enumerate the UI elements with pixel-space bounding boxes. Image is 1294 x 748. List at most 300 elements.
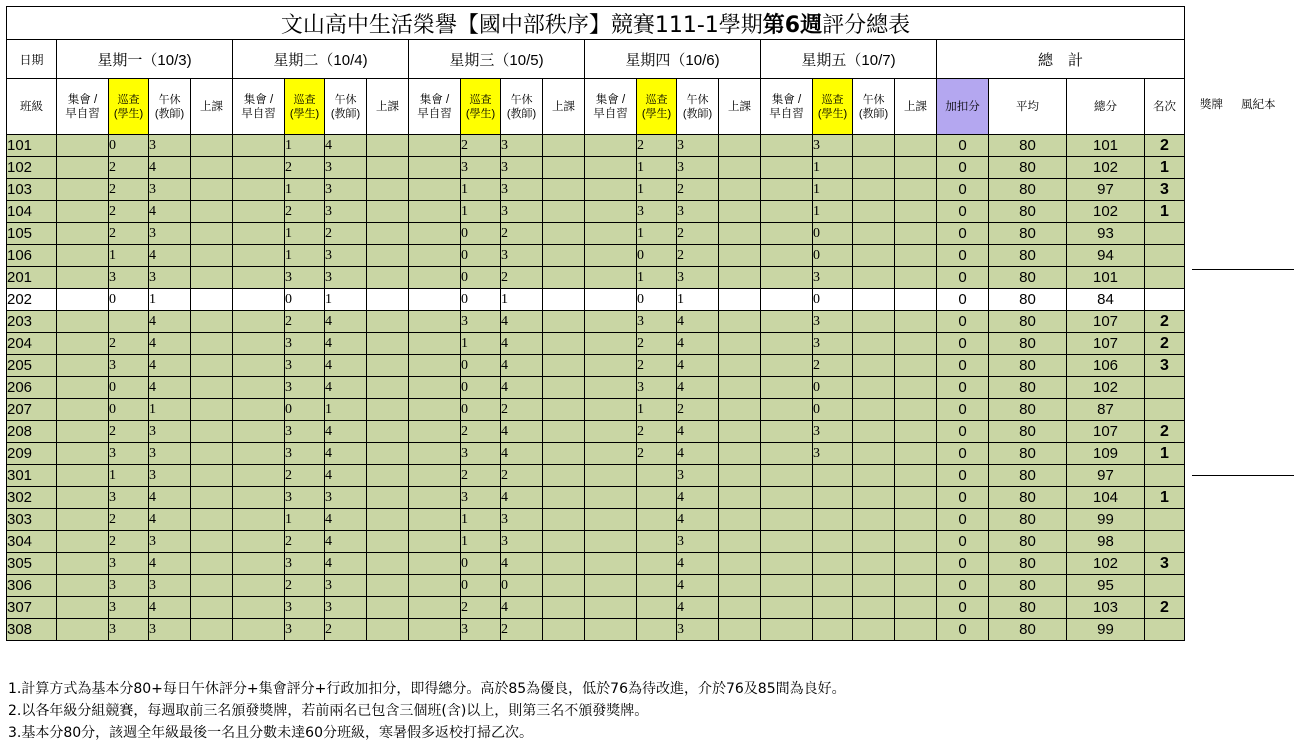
total-cell[interactable]: 107 (1067, 311, 1145, 333)
score-cell[interactable] (895, 157, 937, 179)
score-cell[interactable] (543, 135, 585, 157)
total-cell[interactable]: 104 (1067, 487, 1145, 509)
score-cell[interactable]: 3 (149, 465, 191, 487)
score-cell[interactable]: 1 (813, 179, 853, 201)
score-cell[interactable]: 0 (813, 245, 853, 267)
monitor-header[interactable]: 風紀本 (1241, 99, 1276, 111)
score-cell[interactable] (585, 553, 637, 575)
score-cell[interactable]: 4 (325, 531, 367, 553)
score-cell[interactable] (895, 245, 937, 267)
score-cell[interactable] (637, 597, 677, 619)
score-cell[interactable]: 3 (149, 443, 191, 465)
bonus-cell[interactable]: 0 (937, 135, 989, 157)
score-cell[interactable]: 4 (149, 311, 191, 333)
score-cell[interactable] (585, 267, 637, 289)
score-cell[interactable]: 3 (149, 619, 191, 641)
score-cell[interactable] (761, 619, 813, 641)
average-cell[interactable]: 80 (989, 421, 1067, 443)
class-cell[interactable]: 102 (7, 157, 57, 179)
score-cell[interactable] (543, 267, 585, 289)
score-cell[interactable] (233, 531, 285, 553)
rank-cell[interactable]: 1 (1145, 443, 1185, 465)
score-cell[interactable] (719, 531, 761, 553)
score-cell[interactable] (191, 311, 233, 333)
class-cell[interactable]: 304 (7, 531, 57, 553)
score-cell[interactable]: 4 (149, 355, 191, 377)
score-cell[interactable] (585, 465, 637, 487)
total-cell[interactable]: 95 (1067, 575, 1145, 597)
score-cell[interactable] (367, 179, 409, 201)
score-cell[interactable]: 3 (109, 619, 149, 641)
score-cell[interactable] (719, 465, 761, 487)
score-cell[interactable] (57, 531, 109, 553)
sub-noon-mon[interactable] (149, 79, 191, 135)
score-cell[interactable] (409, 553, 461, 575)
sub-patrol-tue[interactable] (285, 79, 325, 135)
score-cell[interactable]: 3 (149, 267, 191, 289)
score-cell[interactable] (719, 157, 761, 179)
score-cell[interactable] (367, 201, 409, 223)
score-cell[interactable] (191, 223, 233, 245)
score-cell[interactable] (895, 377, 937, 399)
score-cell[interactable] (853, 157, 895, 179)
score-cell[interactable] (543, 531, 585, 553)
average-cell[interactable]: 80 (989, 465, 1067, 487)
score-cell[interactable]: 4 (677, 443, 719, 465)
score-cell[interactable]: 4 (325, 311, 367, 333)
score-cell[interactable]: 4 (677, 509, 719, 531)
score-cell[interactable] (367, 619, 409, 641)
score-cell[interactable] (761, 333, 813, 355)
sub-class-fri[interactable]: 上課 (895, 79, 937, 135)
score-cell[interactable] (409, 135, 461, 157)
score-cell[interactable] (719, 377, 761, 399)
score-cell[interactable]: 3 (109, 487, 149, 509)
score-cell[interactable] (191, 201, 233, 223)
score-cell[interactable]: 3 (813, 333, 853, 355)
score-cell[interactable]: 4 (325, 333, 367, 355)
score-cell[interactable] (719, 223, 761, 245)
score-cell[interactable] (761, 597, 813, 619)
score-cell[interactable] (409, 179, 461, 201)
score-cell[interactable] (191, 509, 233, 531)
score-cell[interactable]: 4 (677, 597, 719, 619)
score-cell[interactable]: 4 (501, 487, 543, 509)
score-cell[interactable]: 2 (109, 157, 149, 179)
score-cell[interactable] (813, 597, 853, 619)
score-cell[interactable] (585, 179, 637, 201)
score-cell[interactable] (853, 443, 895, 465)
score-cell[interactable] (233, 377, 285, 399)
score-cell[interactable]: 4 (149, 487, 191, 509)
score-cell[interactable]: 0 (461, 245, 501, 267)
score-cell[interactable] (761, 135, 813, 157)
score-cell[interactable]: 3 (109, 553, 149, 575)
score-cell[interactable]: 2 (461, 135, 501, 157)
score-cell[interactable] (853, 201, 895, 223)
score-cell[interactable]: 4 (149, 377, 191, 399)
score-cell[interactable]: 3 (149, 179, 191, 201)
score-cell[interactable]: 3 (109, 597, 149, 619)
score-cell[interactable] (191, 553, 233, 575)
score-cell[interactable]: 3 (325, 245, 367, 267)
score-cell[interactable]: 4 (677, 333, 719, 355)
average-cell[interactable]: 80 (989, 377, 1067, 399)
score-cell[interactable]: 0 (461, 553, 501, 575)
bonus-cell[interactable]: 0 (937, 399, 989, 421)
score-cell[interactable] (543, 553, 585, 575)
score-cell[interactable] (853, 421, 895, 443)
average-cell[interactable]: 80 (989, 399, 1067, 421)
score-cell[interactable]: 3 (325, 267, 367, 289)
score-cell[interactable]: 3 (501, 135, 543, 157)
score-cell[interactable]: 2 (637, 135, 677, 157)
score-cell[interactable] (57, 619, 109, 641)
score-cell[interactable] (853, 597, 895, 619)
score-cell[interactable] (853, 333, 895, 355)
score-cell[interactable]: 4 (149, 157, 191, 179)
score-cell[interactable] (57, 487, 109, 509)
total-cell[interactable]: 97 (1067, 179, 1145, 201)
score-cell[interactable]: 3 (637, 311, 677, 333)
score-cell[interactable] (895, 223, 937, 245)
score-cell[interactable]: 2 (501, 267, 543, 289)
sub-class-thu[interactable]: 上課 (719, 79, 761, 135)
score-cell[interactable] (895, 179, 937, 201)
score-cell[interactable]: 2 (109, 421, 149, 443)
score-cell[interactable]: 1 (461, 509, 501, 531)
score-cell[interactable] (895, 421, 937, 443)
average-cell[interactable]: 80 (989, 509, 1067, 531)
score-cell[interactable] (853, 465, 895, 487)
score-cell[interactable]: 4 (325, 421, 367, 443)
score-cell[interactable] (637, 487, 677, 509)
total-cell[interactable]: 98 (1067, 531, 1145, 553)
total-cell[interactable]: 101 (1067, 267, 1145, 289)
score-cell[interactable] (367, 355, 409, 377)
score-cell[interactable]: 3 (677, 135, 719, 157)
score-cell[interactable]: 3 (813, 267, 853, 289)
score-cell[interactable] (637, 509, 677, 531)
score-cell[interactable]: 4 (325, 135, 367, 157)
score-cell[interactable] (719, 597, 761, 619)
score-cell[interactable] (409, 377, 461, 399)
bonus-header[interactable]: 加扣分 (937, 79, 989, 135)
score-cell[interactable] (233, 311, 285, 333)
score-cell[interactable]: 4 (677, 421, 719, 443)
score-cell[interactable] (853, 355, 895, 377)
score-cell[interactable]: 3 (109, 267, 149, 289)
score-cell[interactable]: 2 (109, 333, 149, 355)
score-cell[interactable] (233, 245, 285, 267)
score-cell[interactable]: 1 (285, 179, 325, 201)
score-cell[interactable] (719, 135, 761, 157)
score-cell[interactable] (233, 597, 285, 619)
sub-patrol-wed[interactable] (461, 79, 501, 135)
total-cell[interactable]: 99 (1067, 509, 1145, 531)
average-cell[interactable]: 80 (989, 289, 1067, 311)
total-cell[interactable]: 102 (1067, 201, 1145, 223)
score-cell[interactable]: 4 (149, 597, 191, 619)
score-cell[interactable] (761, 245, 813, 267)
score-cell[interactable]: 4 (677, 377, 719, 399)
score-cell[interactable] (543, 289, 585, 311)
score-cell[interactable] (895, 465, 937, 487)
score-cell[interactable] (57, 421, 109, 443)
score-cell[interactable]: 2 (109, 509, 149, 531)
score-cell[interactable]: 4 (501, 311, 543, 333)
score-cell[interactable]: 4 (325, 443, 367, 465)
score-cell[interactable] (585, 509, 637, 531)
score-cell[interactable]: 2 (109, 179, 149, 201)
score-cell[interactable] (761, 311, 813, 333)
score-cell[interactable] (895, 311, 937, 333)
score-cell[interactable]: 1 (461, 531, 501, 553)
bonus-cell[interactable]: 0 (937, 245, 989, 267)
rank-cell[interactable] (1145, 575, 1185, 597)
score-cell[interactable]: 1 (285, 509, 325, 531)
score-cell[interactable] (191, 487, 233, 509)
score-cell[interactable]: 3 (285, 553, 325, 575)
class-cell[interactable]: 306 (7, 575, 57, 597)
rank-header[interactable]: 名次 (1145, 79, 1185, 135)
score-cell[interactable] (761, 267, 813, 289)
total-cell[interactable]: 101 (1067, 135, 1145, 157)
score-cell[interactable] (853, 553, 895, 575)
score-cell[interactable]: 4 (677, 575, 719, 597)
score-cell[interactable]: 4 (149, 509, 191, 531)
score-cell[interactable] (367, 223, 409, 245)
score-cell[interactable]: 4 (325, 553, 367, 575)
score-cell[interactable] (367, 399, 409, 421)
score-cell[interactable]: 1 (285, 245, 325, 267)
score-cell[interactable]: 3 (677, 465, 719, 487)
score-cell[interactable]: 4 (501, 355, 543, 377)
score-cell[interactable] (585, 421, 637, 443)
score-cell[interactable] (233, 509, 285, 531)
score-cell[interactable]: 2 (461, 465, 501, 487)
class-cell[interactable]: 105 (7, 223, 57, 245)
score-cell[interactable] (543, 377, 585, 399)
score-cell[interactable] (719, 487, 761, 509)
score-cell[interactable] (585, 245, 637, 267)
score-cell[interactable]: 0 (461, 399, 501, 421)
score-cell[interactable]: 2 (325, 619, 367, 641)
bonus-cell[interactable]: 0 (937, 443, 989, 465)
score-cell[interactable]: 3 (325, 487, 367, 509)
bonus-cell[interactable]: 0 (937, 619, 989, 641)
score-cell[interactable] (409, 311, 461, 333)
score-cell[interactable] (853, 531, 895, 553)
total-cell[interactable]: 102 (1067, 157, 1145, 179)
sub-class-wed[interactable]: 上課 (543, 79, 585, 135)
score-cell[interactable]: 2 (109, 223, 149, 245)
bonus-cell[interactable]: 0 (937, 421, 989, 443)
score-cell[interactable] (853, 399, 895, 421)
score-cell[interactable]: 4 (325, 465, 367, 487)
score-cell[interactable] (191, 245, 233, 267)
score-cell[interactable]: 3 (813, 311, 853, 333)
score-cell[interactable]: 2 (677, 245, 719, 267)
average-cell[interactable]: 80 (989, 487, 1067, 509)
rank-cell[interactable]: 1 (1145, 201, 1185, 223)
class-cell[interactable]: 209 (7, 443, 57, 465)
class-cell[interactable]: 308 (7, 619, 57, 641)
score-cell[interactable] (585, 399, 637, 421)
score-cell[interactable] (853, 311, 895, 333)
rank-cell[interactable] (1145, 531, 1185, 553)
sub-assembly-thu[interactable] (585, 79, 637, 135)
score-cell[interactable] (585, 377, 637, 399)
score-cell[interactable] (191, 289, 233, 311)
score-cell[interactable] (57, 245, 109, 267)
score-cell[interactable] (409, 509, 461, 531)
score-cell[interactable]: 0 (109, 289, 149, 311)
rank-cell[interactable] (1145, 289, 1185, 311)
score-cell[interactable] (409, 157, 461, 179)
score-cell[interactable]: 4 (325, 509, 367, 531)
sub-assembly-tue[interactable] (233, 79, 285, 135)
rank-cell[interactable]: 2 (1145, 311, 1185, 333)
class-cell[interactable]: 208 (7, 421, 57, 443)
score-cell[interactable]: 3 (285, 597, 325, 619)
score-cell[interactable] (367, 597, 409, 619)
rank-cell[interactable]: 2 (1145, 333, 1185, 355)
score-cell[interactable] (233, 223, 285, 245)
score-cell[interactable]: 3 (149, 135, 191, 157)
score-cell[interactable]: 4 (149, 333, 191, 355)
score-cell[interactable]: 0 (109, 135, 149, 157)
score-cell[interactable] (637, 465, 677, 487)
score-cell[interactable]: 4 (149, 553, 191, 575)
score-cell[interactable]: 2 (285, 575, 325, 597)
score-cell[interactable] (409, 333, 461, 355)
score-cell[interactable]: 4 (501, 553, 543, 575)
bonus-cell[interactable]: 0 (937, 509, 989, 531)
score-cell[interactable] (57, 135, 109, 157)
score-cell[interactable] (409, 355, 461, 377)
average-cell[interactable]: 80 (989, 201, 1067, 223)
score-cell[interactable] (585, 597, 637, 619)
score-cell[interactable]: 1 (149, 399, 191, 421)
score-cell[interactable] (853, 289, 895, 311)
score-cell[interactable] (57, 509, 109, 531)
score-cell[interactable]: 3 (149, 223, 191, 245)
sub-patrol-thu[interactable] (637, 79, 677, 135)
class-cell[interactable]: 205 (7, 355, 57, 377)
score-cell[interactable] (233, 355, 285, 377)
score-cell[interactable] (57, 333, 109, 355)
score-cell[interactable] (367, 553, 409, 575)
bonus-cell[interactable]: 0 (937, 157, 989, 179)
score-cell[interactable] (233, 487, 285, 509)
score-cell[interactable] (191, 377, 233, 399)
score-cell[interactable] (543, 465, 585, 487)
score-cell[interactable] (853, 135, 895, 157)
score-cell[interactable]: 1 (813, 157, 853, 179)
score-cell[interactable]: 0 (285, 289, 325, 311)
score-cell[interactable] (367, 465, 409, 487)
day-header-tue[interactable]: 星期二（10/4) (233, 40, 409, 79)
score-cell[interactable] (367, 509, 409, 531)
score-cell[interactable]: 0 (285, 399, 325, 421)
score-cell[interactable]: 1 (637, 267, 677, 289)
score-cell[interactable]: 0 (637, 245, 677, 267)
score-cell[interactable] (233, 135, 285, 157)
score-cell[interactable] (233, 333, 285, 355)
score-cell[interactable] (895, 267, 937, 289)
score-cell[interactable] (367, 333, 409, 355)
average-cell[interactable]: 80 (989, 223, 1067, 245)
score-cell[interactable]: 0 (501, 575, 543, 597)
score-cell[interactable] (191, 443, 233, 465)
class-cell[interactable]: 106 (7, 245, 57, 267)
class-cell[interactable]: 103 (7, 179, 57, 201)
score-cell[interactable]: 2 (677, 223, 719, 245)
average-cell[interactable]: 80 (989, 553, 1067, 575)
sub-assembly-fri[interactable] (761, 79, 813, 135)
score-cell[interactable] (367, 289, 409, 311)
average-cell[interactable]: 80 (989, 355, 1067, 377)
score-cell[interactable] (409, 443, 461, 465)
bonus-cell[interactable]: 0 (937, 377, 989, 399)
score-cell[interactable] (543, 355, 585, 377)
bonus-cell[interactable]: 0 (937, 179, 989, 201)
score-cell[interactable] (813, 509, 853, 531)
score-cell[interactable] (57, 575, 109, 597)
score-cell[interactable] (719, 333, 761, 355)
score-cell[interactable] (585, 201, 637, 223)
score-cell[interactable] (191, 179, 233, 201)
score-cell[interactable]: 0 (461, 575, 501, 597)
score-cell[interactable]: 3 (325, 157, 367, 179)
score-cell[interactable]: 4 (149, 201, 191, 223)
score-cell[interactable] (895, 355, 937, 377)
score-cell[interactable] (191, 575, 233, 597)
score-cell[interactable] (761, 531, 813, 553)
score-cell[interactable]: 4 (501, 333, 543, 355)
score-cell[interactable] (895, 135, 937, 157)
score-cell[interactable] (761, 201, 813, 223)
score-cell[interactable]: 1 (325, 289, 367, 311)
score-cell[interactable] (719, 575, 761, 597)
average-cell[interactable]: 80 (989, 531, 1067, 553)
total-cell[interactable]: 103 (1067, 597, 1145, 619)
score-cell[interactable] (813, 553, 853, 575)
score-cell[interactable] (543, 311, 585, 333)
score-cell[interactable] (543, 223, 585, 245)
score-cell[interactable]: 1 (637, 179, 677, 201)
score-cell[interactable]: 3 (637, 201, 677, 223)
rank-cell[interactable] (1145, 223, 1185, 245)
bonus-cell[interactable]: 0 (937, 267, 989, 289)
score-cell[interactable]: 2 (637, 421, 677, 443)
score-cell[interactable] (367, 245, 409, 267)
score-cell[interactable] (191, 421, 233, 443)
bonus-cell[interactable]: 0 (937, 289, 989, 311)
class-cell[interactable]: 307 (7, 597, 57, 619)
score-cell[interactable]: 3 (109, 355, 149, 377)
score-cell[interactable]: 3 (461, 619, 501, 641)
class-cell[interactable]: 202 (7, 289, 57, 311)
score-cell[interactable] (191, 267, 233, 289)
total-score-header[interactable]: 總分 (1067, 79, 1145, 135)
score-cell[interactable]: 2 (637, 443, 677, 465)
score-cell[interactable]: 3 (461, 487, 501, 509)
score-cell[interactable] (409, 531, 461, 553)
score-cell[interactable] (719, 619, 761, 641)
average-cell[interactable]: 80 (989, 619, 1067, 641)
